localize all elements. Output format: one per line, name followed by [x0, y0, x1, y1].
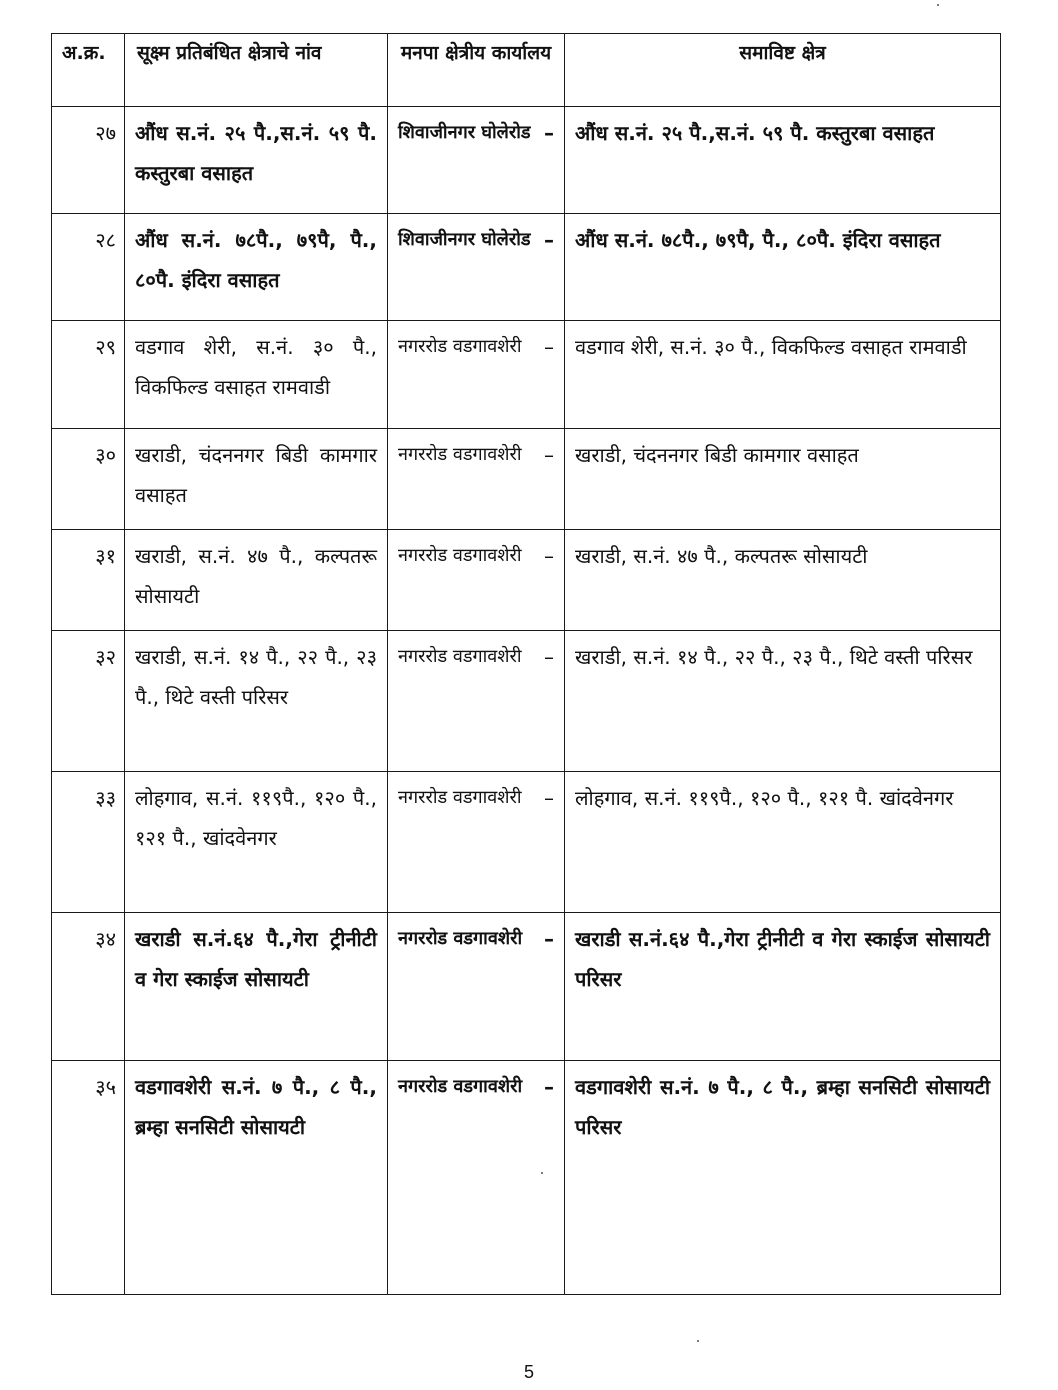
included-area-cell: खराडी स.नं.६४ पै.,गेरा ट्रीनीटी व गेरा स्काईज सोसायटी परिसर	[565, 913, 1001, 1061]
micro-area-name-cell: खराडी स.नं.६४ पै.,गेरा ट्रीनीटी व गेरा स्काईज सोसायटी	[125, 913, 388, 1061]
ward-office-cell	[388, 1061, 565, 1295]
dash-separator: –	[544, 443, 554, 467]
dash-separator: –	[544, 228, 554, 252]
serial-cell: ३३	[52, 772, 125, 913]
serial-cell: ३०	[52, 429, 125, 530]
micro-area-name-cell: खराडी, स.नं. १४ पै., २२ पै., २३ पै., थिटे वस्ती परिसर	[125, 631, 388, 772]
ward-office-cell	[388, 107, 565, 214]
header-included-area: समाविष्ट क्षेत्र	[565, 34, 1001, 107]
page-number: 5	[523, 1362, 534, 1382]
included-area-cell: वडगाव शेरी, स.नं. ३० पै., विकफिल्ड वसाहत रामवाडी	[565, 321, 1001, 429]
table-row	[52, 214, 1001, 321]
ward-office-text: नगररोड वडगावशेरी	[398, 1076, 523, 1097]
micro-area-name-cell: वडगाव शेरी, स.नं. ३० पै., विकफिल्ड वसाहत रामवाडी	[125, 321, 388, 429]
ward-office-text: नगररोड वडगावशेरी	[398, 336, 522, 357]
micro-area-name-cell: औंध स.नं. २५ पै.,स.नं. ५९ पै. कस्तुरबा वसाहत	[125, 107, 388, 214]
micro-area-name-cell: औंध स.नं. ७८पै., ७९पै, पै., ८०पै. इंदिरा वसाहत	[125, 214, 388, 321]
dash-separator: –	[544, 544, 554, 568]
included-area-cell: औंध स.नं. २५ पै.,स.नं. ५९ पै. कस्तुरबा वसाहत	[565, 107, 1001, 214]
containment-zones-table	[51, 33, 1001, 1295]
header-micro-area-name: सूक्ष्म प्रतिबंधित क्षेत्राचे नांव	[125, 34, 388, 107]
serial-cell: २९	[52, 321, 125, 429]
table-body	[52, 107, 1001, 1295]
header-ward-office: मनपा क्षेत्रीय कार्यालय	[388, 34, 565, 107]
header-serial: अ.क्र.	[52, 34, 125, 107]
ward-office-cell	[388, 913, 565, 1061]
table-row	[52, 631, 1001, 772]
included-area-cell: खराडी, चंदननगर बिडी कामगार वसाहत	[565, 429, 1001, 530]
ward-office-text: नगररोड वडगावशेरी	[398, 787, 522, 808]
table-row	[52, 772, 1001, 913]
dash-separator: –	[544, 645, 554, 669]
scan-speck	[697, 1340, 699, 1342]
ward-office-cell	[388, 429, 565, 530]
scan-speck	[541, 1172, 543, 1174]
serial-cell: २८	[52, 214, 125, 321]
micro-area-name-cell: वडगावशेरी स.नं. ७ पै., ८ पै., ब्रम्हा सनसिटी सोसायटी	[125, 1061, 388, 1295]
dash-separator: –	[544, 927, 554, 951]
micro-area-name-cell: खराडी, चंदननगर बिडी कामगार वसाहत	[125, 429, 388, 530]
included-area-cell: खराडी, स.नं. ४७ पै., कल्पतरू सोसायटी	[565, 530, 1001, 631]
dash-separator: –	[544, 335, 554, 359]
table-row	[52, 530, 1001, 631]
ward-office-cell	[388, 631, 565, 772]
serial-cell: ३२	[52, 631, 125, 772]
included-area-cell: वडगावशेरी स.नं. ७ पै., ८ पै., ब्रम्हा सनसिटी सोसायटी परिसर	[565, 1061, 1001, 1295]
ward-office-text: शिवाजीनगर घोलेरोड	[398, 122, 531, 143]
dash-separator: –	[544, 121, 554, 145]
dash-separator: –	[544, 1075, 554, 1099]
micro-area-name-cell: लोहगाव, स.नं. ११९पै., १२० पै., १२१ पै., खांदवेनगर	[125, 772, 388, 913]
serial-cell: २७	[52, 107, 125, 214]
ward-office-text: नगररोड वडगावशेरी	[398, 545, 522, 566]
ward-office-cell	[388, 772, 565, 913]
micro-area-name-cell: खराडी, स.नं. ४७ पै., कल्पतरू सोसायटी	[125, 530, 388, 631]
ward-office-text: नगररोड वडगावशेरी	[398, 444, 522, 465]
table-header	[52, 34, 1001, 107]
table-row	[52, 321, 1001, 429]
dash-separator: –	[544, 786, 554, 810]
ward-office-cell	[388, 530, 565, 631]
ward-office-text: शिवाजीनगर घोलेरोड	[398, 229, 531, 250]
table-row	[52, 429, 1001, 530]
ward-office-text: नगररोड वडगावशेरी	[398, 646, 522, 667]
ward-office-text: नगररोड वडगावशेरी	[398, 928, 523, 949]
table-row	[52, 913, 1001, 1061]
included-area-cell: औंध स.नं. ७८पै., ७९पै, पै., ८०पै. इंदिरा वसाहत	[565, 214, 1001, 321]
included-area-cell: लोहगाव, स.नं. ११९पै., १२० पै., १२१ पै. खांदवेनगर	[565, 772, 1001, 913]
included-area-cell: खराडी, स.नं. १४ पै., २२ पै., २३ पै., थिटे वस्ती परिसर	[565, 631, 1001, 772]
serial-cell: ३५	[52, 1061, 125, 1295]
serial-cell: ३४	[52, 913, 125, 1061]
table-row	[52, 107, 1001, 214]
scan-speck	[937, 4, 939, 6]
ward-office-cell	[388, 321, 565, 429]
table-row	[52, 1061, 1001, 1295]
serial-cell: ३१	[52, 530, 125, 631]
ward-office-cell	[388, 214, 565, 321]
